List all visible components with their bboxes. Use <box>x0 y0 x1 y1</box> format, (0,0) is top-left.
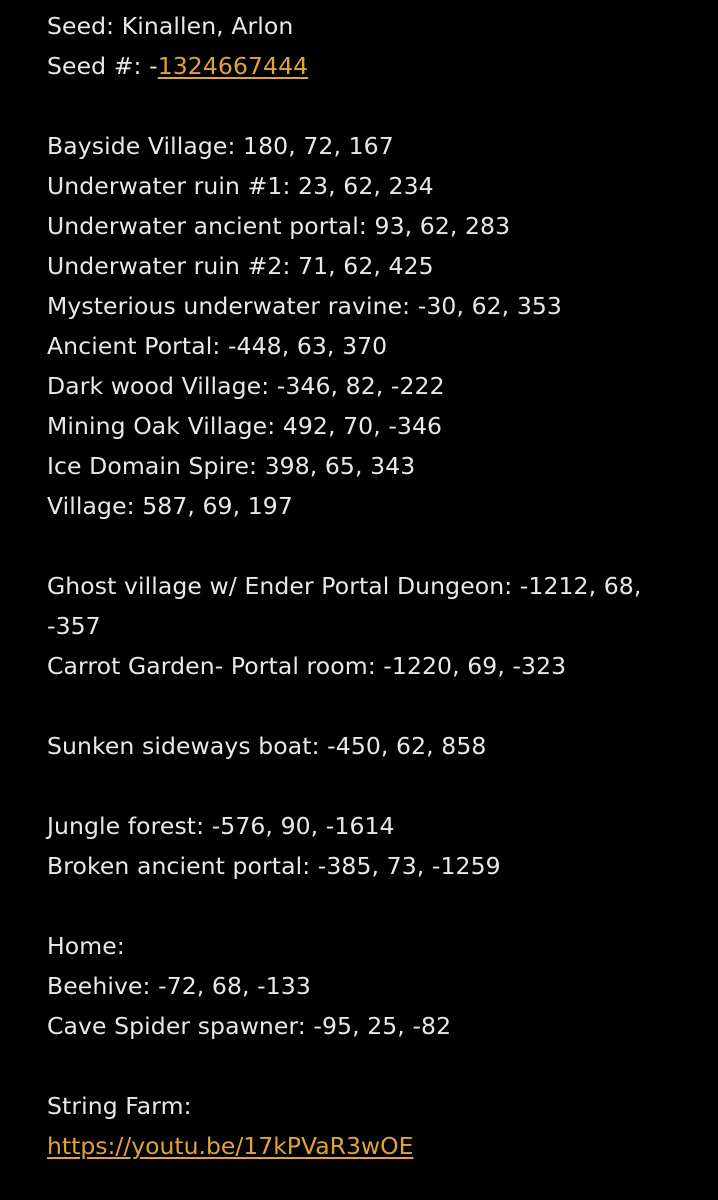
seed-name-line: Seed: Kinallen, Arlon <box>47 12 294 40</box>
seed-number-line <box>47 46 694 86</box>
list-item: Cave Spider spawner: -95, 25, -82 <box>47 1012 452 1040</box>
list-item: Mining Oak Village: 492, 70, -346 <box>47 412 443 440</box>
list-item: Carrot Garden- Portal room: -1220, 69, -323 <box>47 652 567 680</box>
list-item: Underwater ruin #2: 71, 62, 425 <box>47 252 434 280</box>
spacer-2 <box>47 526 694 566</box>
spacer-6 <box>47 1046 694 1086</box>
seed-number-link[interactable]: 1324667444 <box>157 52 309 80</box>
seed-number-prefix: Seed #: - <box>47 52 158 80</box>
list-item: Village: 587, 69, 197 <box>47 492 293 520</box>
list-item: Underwater ancient portal: 93, 62, 283 <box>47 212 511 240</box>
list-item: Ancient Portal: -448, 63, 370 <box>47 332 388 360</box>
home-heading: Home: <box>47 932 125 960</box>
list-item: Broken ancient portal: -385, 73, -1259 <box>47 852 501 880</box>
spacer-5 <box>47 886 694 926</box>
list-item: Ghost village w/ Ender Portal Dungeon: -1212, 68, -357 <box>47 572 649 640</box>
string-farm-link[interactable]: https://youtu.be/17kPVaR3wOE <box>47 1132 414 1160</box>
list-item: Bayside Village: 180, 72, 167 <box>47 132 394 160</box>
spacer-3 <box>47 686 694 726</box>
spacer-1 <box>47 86 694 126</box>
list-item: Jungle forest: -576, 90, -1614 <box>47 812 395 840</box>
list-item: Dark wood Village: -346, 82, -222 <box>47 372 445 400</box>
list-item: Underwater ruin #1: 23, 62, 234 <box>47 172 434 200</box>
list-item: Mysterious underwater ravine: -30, 62, 353 <box>47 292 562 320</box>
list-item: Sunken sideways boat: -450, 62, 858 <box>47 732 487 760</box>
spacer-4 <box>47 766 694 806</box>
list-item: Ice Domain Spire: 398, 65, 343 <box>47 452 416 480</box>
list-item: Beehive: -72, 68, -133 <box>47 972 311 1000</box>
string-farm-heading: String Farm: <box>47 1092 192 1120</box>
